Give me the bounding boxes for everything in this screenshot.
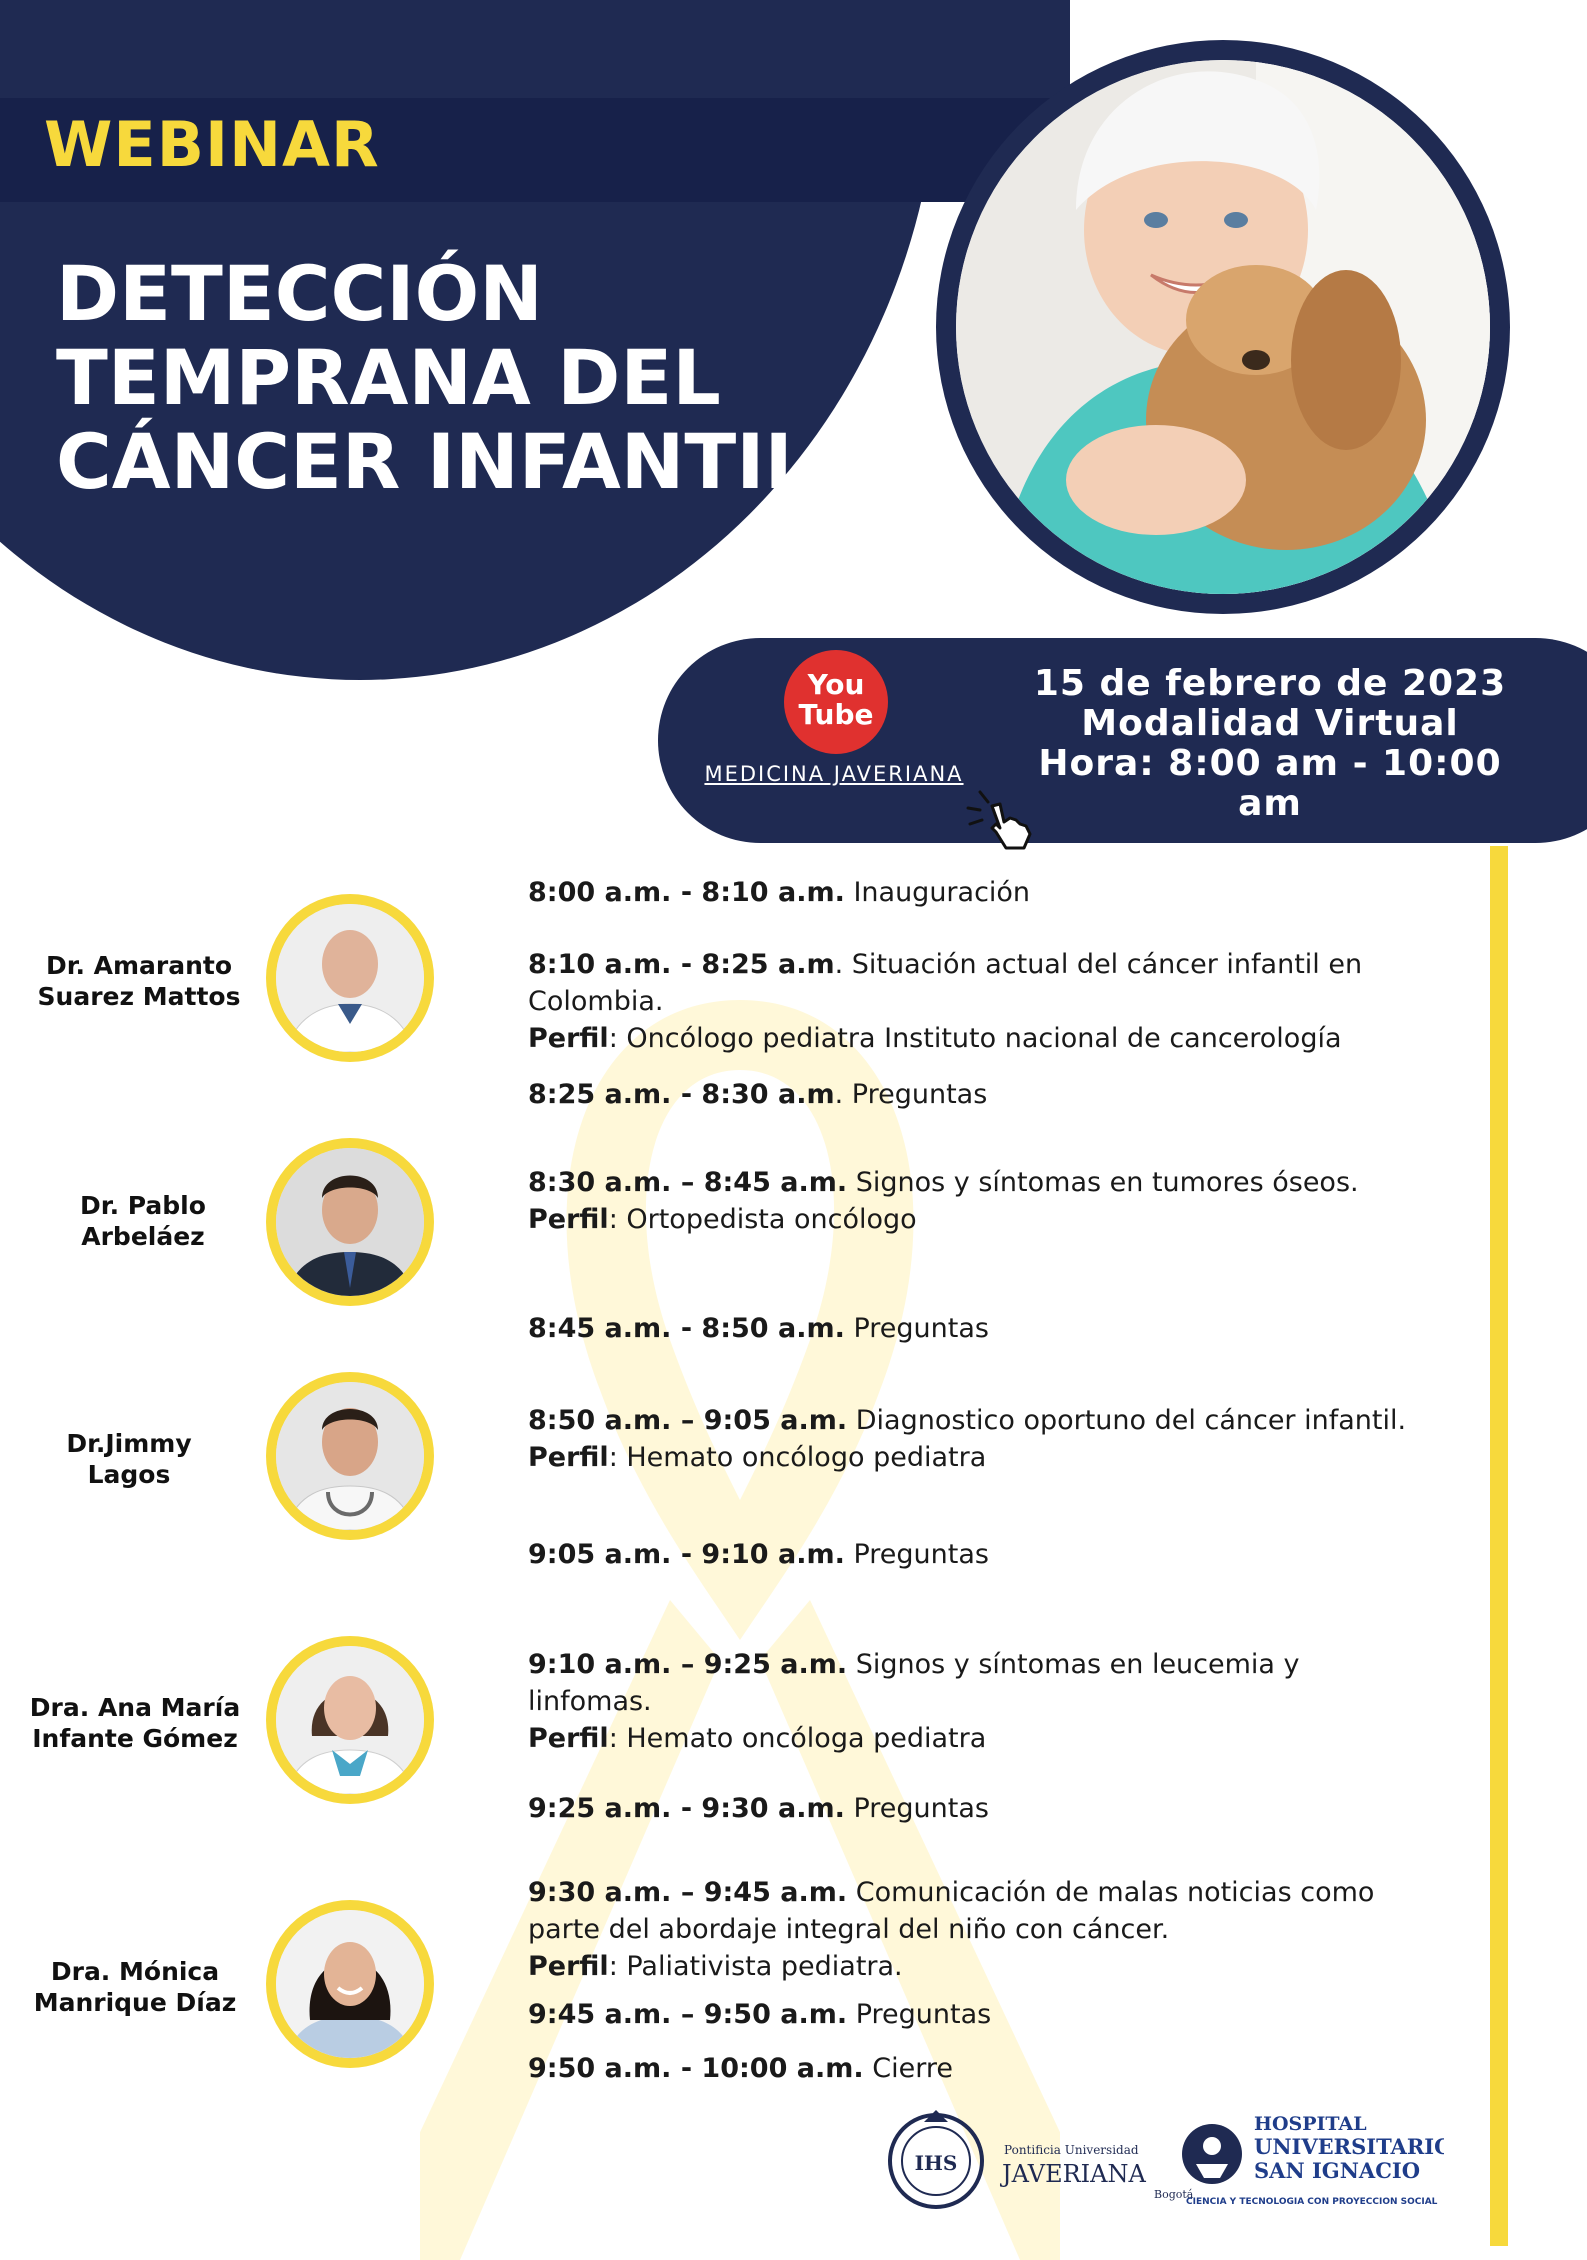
- event-time: Hora: 8:00 am - 10:00 am: [1038, 743, 1502, 824]
- hospital-line3: SAN IGNACIO: [1254, 2158, 1421, 2183]
- speaker-photo: [266, 894, 434, 1062]
- event-details: [1010, 664, 1530, 824]
- webinar-badge: WEBINAR: [44, 108, 380, 181]
- title-line: CÁNCER INFANTIL: [56, 417, 813, 506]
- hospital-line2: UNIVERSITARIO: [1254, 2134, 1444, 2159]
- speaker-photo: [266, 1372, 434, 1540]
- agenda-item: 8:25 a.m. - 8:30 a.m. Preguntas: [528, 1079, 988, 1110]
- institution-logos: [884, 2106, 1444, 2216]
- speaker-name: Dr. Amaranto Suarez Mattos: [37, 951, 241, 1011]
- agenda-item: 9:25 a.m. - 9:30 a.m. Preguntas: [528, 1793, 989, 1824]
- speaker-name: Dra. Ana María Infante Gómez: [29, 1693, 241, 1753]
- title-line: DETECCIÓN: [56, 249, 543, 338]
- speaker-photo: [266, 1636, 434, 1804]
- youtube-icon-text: You: [807, 668, 865, 701]
- agenda-item: 8:50 a.m. – 9:05 a.m. Diagnostico oportuno del cáncer infantil. Perfil: Hemato oncólogo pediatra: [528, 1405, 1407, 1473]
- javeriana-logo: [884, 2106, 1444, 2216]
- javeriana-city: Bogotá: [1154, 2188, 1194, 2201]
- youtube-icon[interactable]: [784, 650, 888, 754]
- agenda-item: 8:45 a.m. - 8:50 a.m. Preguntas: [528, 1313, 989, 1344]
- speaker-name: Dr. Pablo Arbeláez: [80, 1191, 206, 1251]
- speaker-name: Dr.Jimmy Lagos: [66, 1429, 192, 1489]
- hospital-tagline: CIENCIA Y TECNOLOGIA CON PROYECCION SOCIAL: [1186, 2197, 1438, 2207]
- javeriana-seal-text: IHS: [914, 2151, 958, 2175]
- agenda-item: 8:30 a.m. – 8:45 a.m. Signos y síntomas en tumores óseos. Perfil: Ortopedista oncólogo: [528, 1167, 1359, 1235]
- agenda-item: 9:05 a.m. - 9:10 a.m. Preguntas: [528, 1539, 989, 1570]
- page-title: [56, 249, 813, 506]
- title-line: TEMPRANA DEL: [56, 333, 721, 422]
- javeriana-small-text: Pontificia Universidad: [1004, 2143, 1139, 2157]
- agenda-item: 9:50 a.m. - 10:00 a.m. Cierre: [528, 2053, 953, 2084]
- agenda-item: 9:30 a.m. – 9:45 a.m. Comunicación de malas noticias como parte del abordaje integral del niño con cáncer. Perfil: Paliativista pediatra.: [528, 1877, 1375, 1982]
- youtube-channel-link[interactable]: MEDICINA JAVERIANA: [704, 762, 964, 786]
- agenda-item: 8:10 a.m. - 8:25 a.m. Situación actual del cáncer infantil en Colombia. Perfil: Oncólogo pediatra Instituto nacional de cancerología: [528, 949, 1363, 1054]
- event-mode: Modalidad Virtual: [1081, 703, 1459, 744]
- youtube-icon-text: Tube: [798, 698, 874, 731]
- agenda-item: 8:00 a.m. - 8:10 a.m. Inauguración: [528, 877, 1031, 908]
- speaker-name: Dra. Mónica Manrique Díaz: [33, 1957, 237, 2017]
- agenda-item: 9:45 a.m. – 9:50 a.m. Preguntas: [528, 1999, 992, 2030]
- event-date: 15 de febrero de 2023: [1033, 663, 1507, 704]
- agenda-item: 9:10 a.m. – 9:25 a.m. Signos y síntomas en leucemia y linfomas. Perfil: Hemato oncóloga pediatra: [528, 1649, 1300, 1754]
- speaker-photo: [266, 1138, 434, 1306]
- hospital-line1: HOSPITAL: [1254, 2113, 1367, 2135]
- hero-photo-child-with-teddy: [956, 60, 1490, 594]
- javeriana-name: JAVERIANA: [1002, 2160, 1146, 2188]
- yellow-side-bar: [1490, 846, 1508, 2246]
- speaker-photo: [266, 1900, 434, 2068]
